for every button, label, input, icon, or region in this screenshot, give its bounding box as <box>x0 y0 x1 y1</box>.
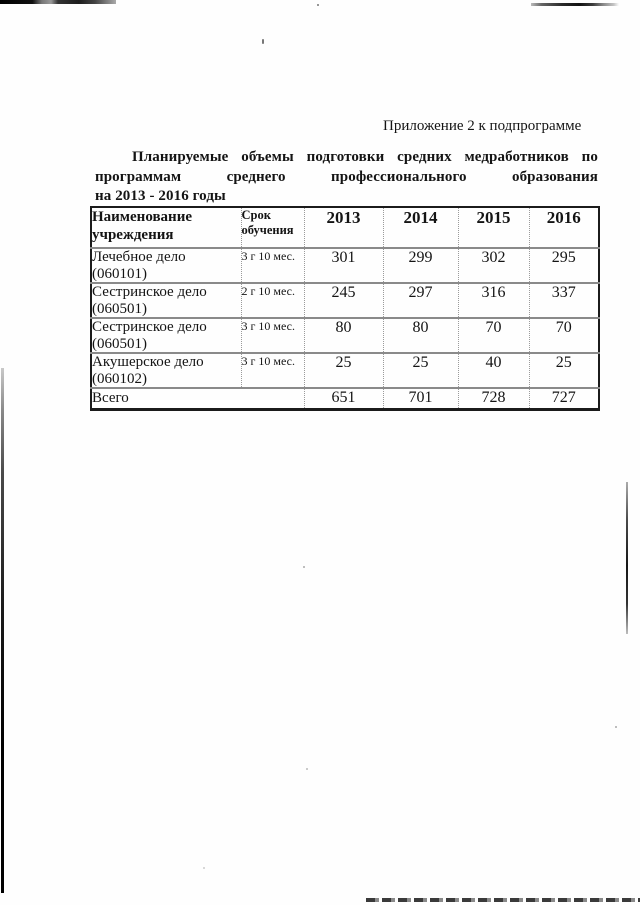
header-term: Срок обучения <box>241 207 304 248</box>
header-institution: Наименование учреждения <box>92 209 192 243</box>
total-label: Всего <box>92 390 129 406</box>
table-header-row <box>91 207 599 248</box>
header-2014: 2014 <box>383 207 458 248</box>
scan-speck <box>317 4 319 6</box>
cell-institution <box>91 318 241 353</box>
scan-artifact-top-right-dash <box>531 3 619 6</box>
total-value-2013: 651 <box>304 388 383 409</box>
cell-institution <box>91 353 241 388</box>
institution-code: (060501) <box>92 335 147 352</box>
institution-code: (060102) <box>92 370 147 387</box>
cell-value-2014: 80 <box>383 318 458 353</box>
scan-speck <box>615 726 617 728</box>
cell-value-2014: 297 <box>383 283 458 318</box>
cell-value-2013: 25 <box>304 353 383 388</box>
cell-value-2014: 299 <box>383 248 458 283</box>
table-row <box>91 318 599 353</box>
scan-artifact-left-edge-line <box>1 368 4 893</box>
title-line-3: на 2013 - 2016 годы <box>95 188 226 204</box>
total-value-2014: 701 <box>383 388 458 409</box>
total-value-2015: 728 <box>458 388 529 409</box>
cell-value-2013: 80 <box>304 318 383 353</box>
institution-code: (060101) <box>92 265 147 282</box>
scan-speck <box>203 867 205 869</box>
scan-speck <box>262 39 264 44</box>
cell-term: 3 г 10 мес. <box>241 353 304 388</box>
institution-name: Лечебное дело <box>92 249 186 265</box>
institution-name: Сестринское дело <box>92 319 207 335</box>
total-value-2016: 727 <box>529 388 599 409</box>
institution-code: (060501) <box>92 300 147 317</box>
header-2013: 2013 <box>304 207 383 248</box>
header-2015: 2015 <box>458 207 529 248</box>
cell-value-2013: 245 <box>304 283 383 318</box>
planned-volumes-table <box>90 206 600 411</box>
cell-value-2015: 316 <box>458 283 529 318</box>
scan-speck <box>306 768 308 770</box>
annex-label: Приложение 2 к подпрограмме <box>383 118 582 134</box>
scan-artifact-right-edge-line <box>626 482 628 634</box>
cell-institution <box>91 248 241 283</box>
cell-value-2015: 302 <box>458 248 529 283</box>
title-line-1: Планируемые объемы подготовки средних медработников по <box>132 149 598 165</box>
cell-value-2016: 337 <box>529 283 599 318</box>
cell-value-2016: 70 <box>529 318 599 353</box>
cell-value-2014: 25 <box>383 353 458 388</box>
scan-speck <box>303 566 305 568</box>
table-row <box>91 353 599 388</box>
cell-term: 3 г 10 мес. <box>241 248 304 283</box>
cell-value-2015: 70 <box>458 318 529 353</box>
title-line-2: программам среднего профессионального образования <box>95 168 598 185</box>
cell-term: 3 г 10 мес. <box>241 318 304 353</box>
table-row <box>91 248 599 283</box>
cell-value-2013: 301 <box>304 248 383 283</box>
cell-value-2016: 25 <box>529 353 599 388</box>
table-row <box>91 283 599 318</box>
table-total-row <box>91 388 599 409</box>
document-title <box>95 148 598 207</box>
institution-name: Сестринское дело <box>92 284 207 300</box>
cell-value-2016: 295 <box>529 248 599 283</box>
cell-value-2015: 40 <box>458 353 529 388</box>
scan-artifact-top-left-bar <box>0 0 116 4</box>
institution-name: Акушерское дело <box>92 354 204 370</box>
cell-term: 2 г 10 мес. <box>241 283 304 318</box>
scan-artifact-bottom-dash <box>366 898 640 902</box>
header-2016: 2016 <box>529 207 599 248</box>
cell-institution <box>91 283 241 318</box>
